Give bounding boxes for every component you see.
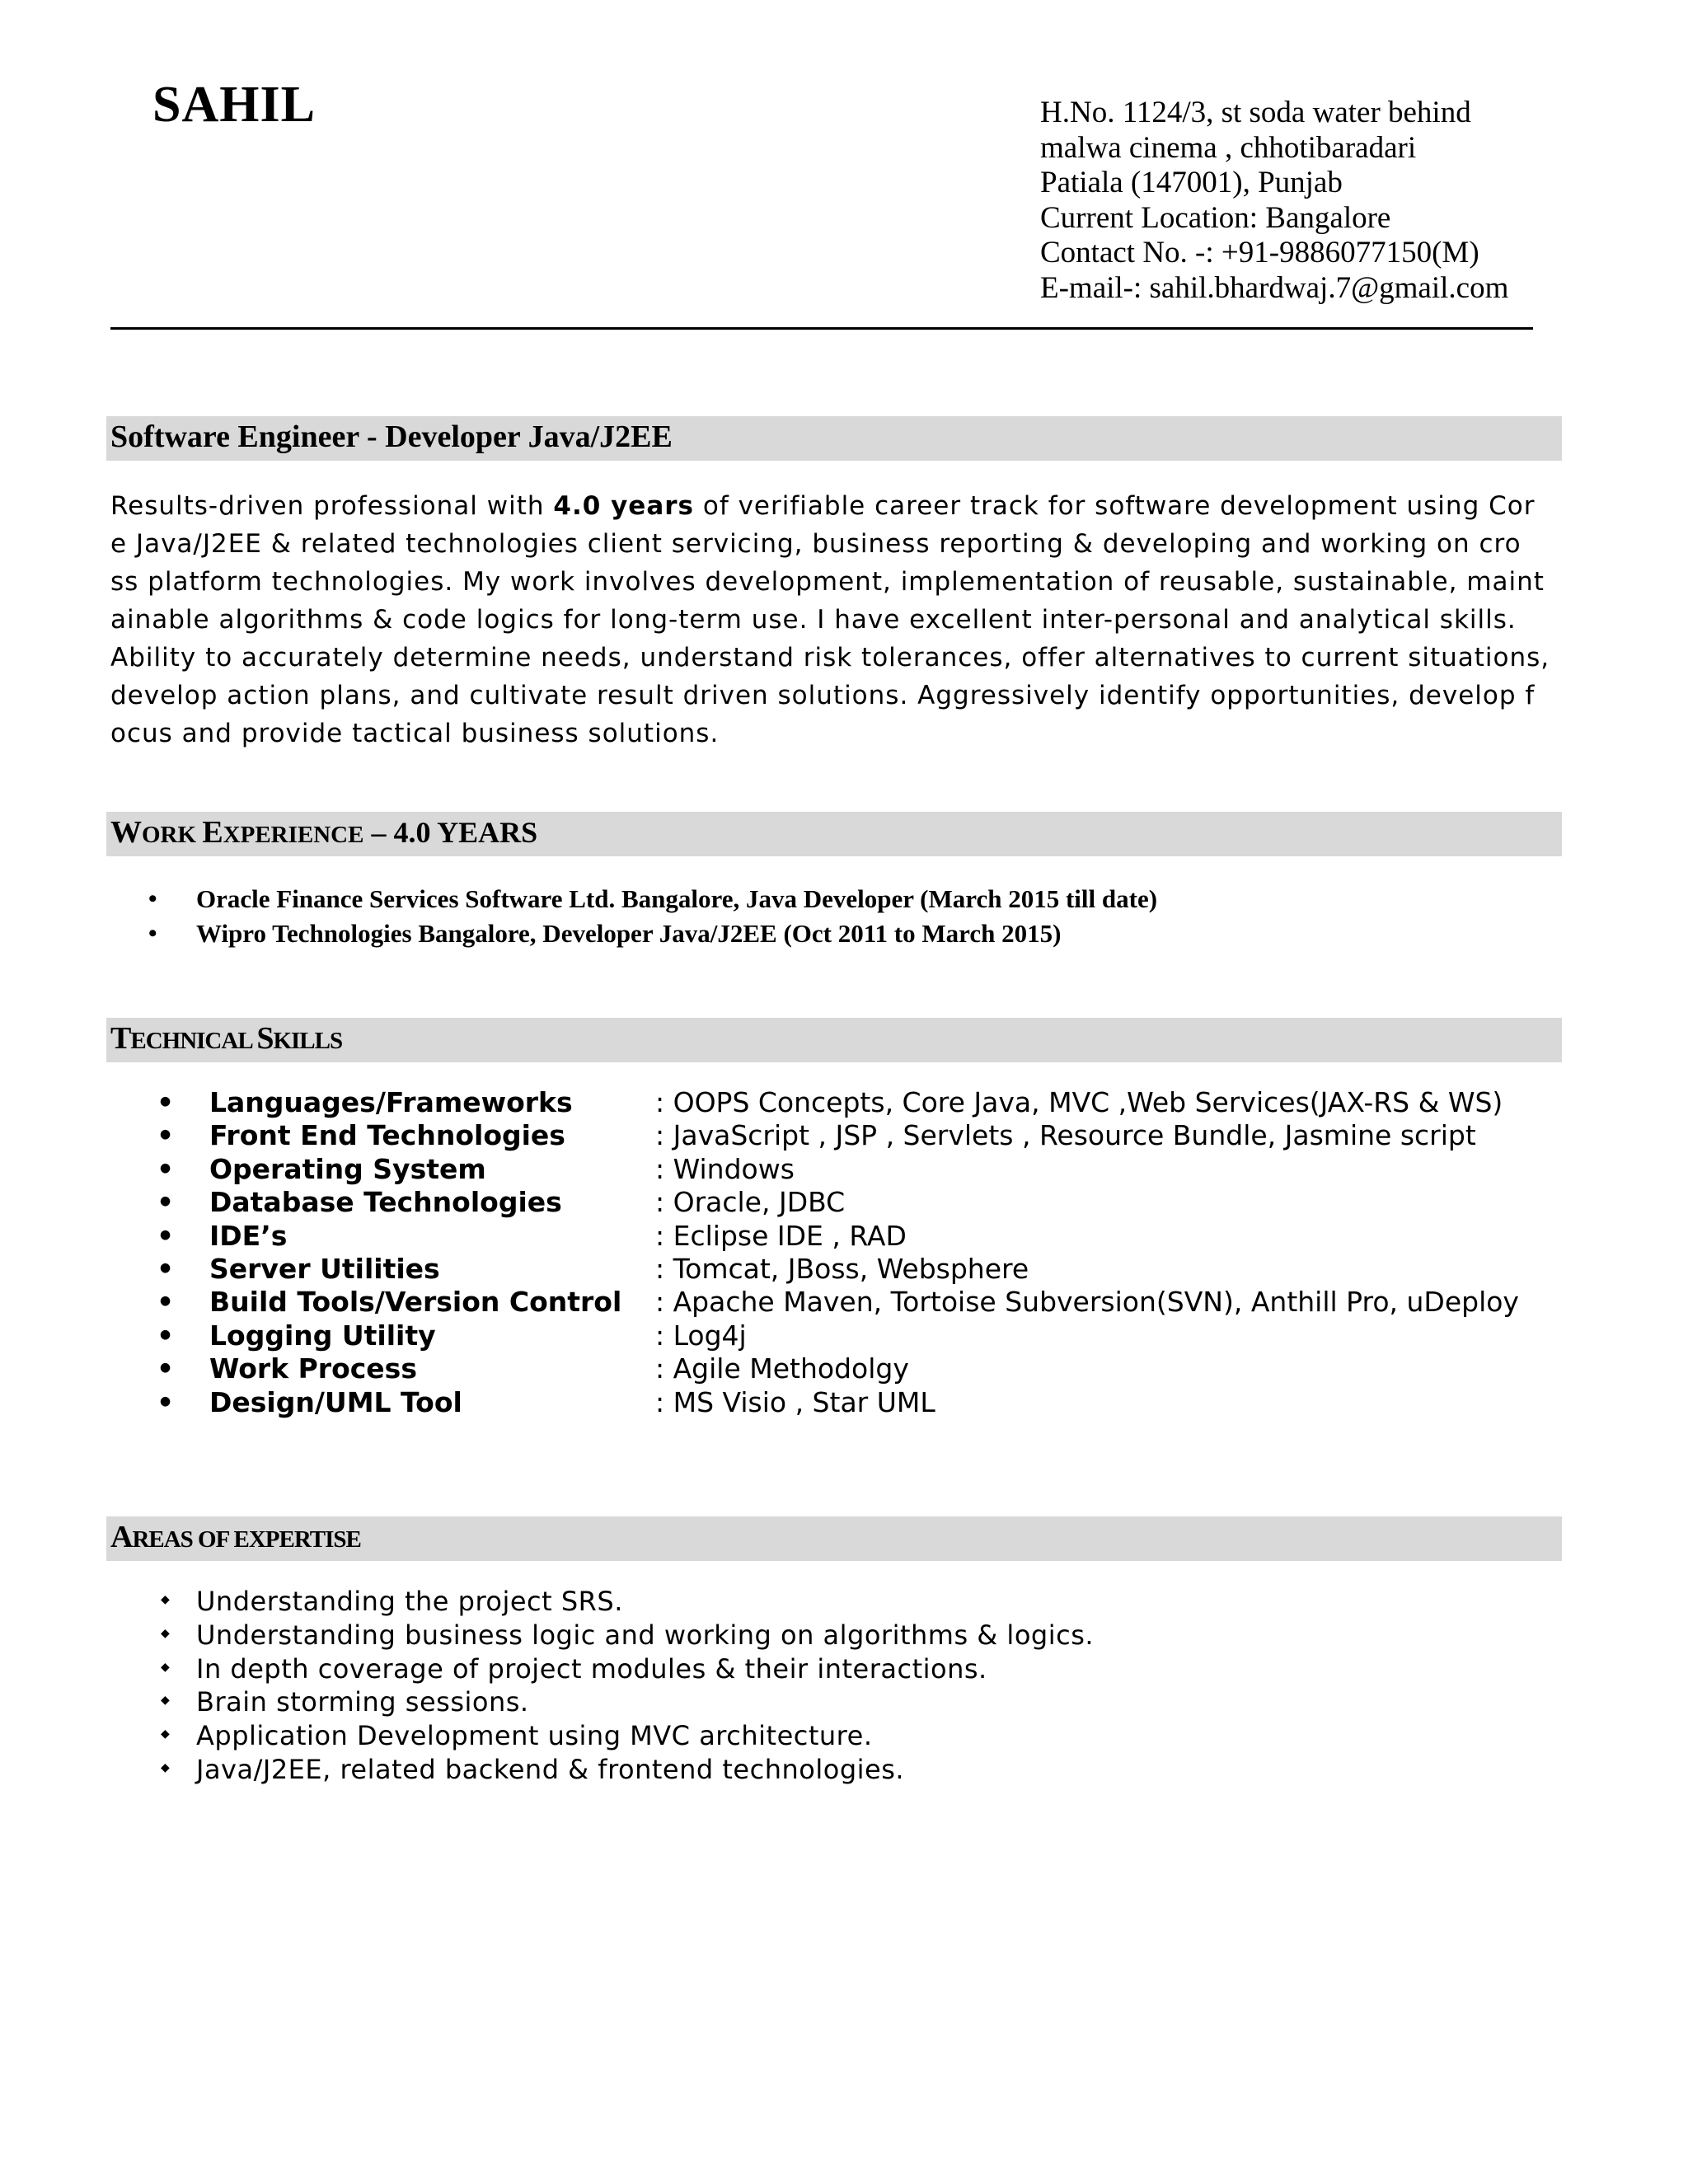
current-location: Current Location: Bangalore [1040, 200, 1391, 235]
address-line: Patiala (147001), Punjab [1040, 166, 1343, 200]
bullet-icon: • [157, 1286, 175, 1319]
candidate-name: SAHIL [152, 77, 316, 133]
summary-line [110, 487, 1561, 525]
bullet-icon: • [157, 1319, 175, 1352]
bullet-icon: • [157, 1152, 175, 1185]
skill-values: : OOPS Concepts, Core Java, MVC ,Web Services(JAX-RS & WS) [655, 1086, 1503, 1118]
list-item: • Wipro Technologies Bangalore, Developer Java/J2EE (Oct 2011 to March 2015) [148, 916, 1157, 951]
skill-category: IDE’s [209, 1219, 288, 1252]
section-header-areas-of-expertise [106, 1516, 1562, 1561]
bullet-icon: • [157, 1186, 175, 1219]
list-item: ◆ Understanding business logic and working on algorithms & logics. [161, 1619, 1094, 1653]
skill-category: Operating System [209, 1152, 486, 1185]
areas-of-expertise-title: AREAS OF EXPERTISE [110, 1520, 361, 1554]
areas-of-expertise-list [161, 1586, 1094, 1788]
section-header-work-experience [106, 812, 1562, 856]
bullet-icon: • [157, 1385, 175, 1418]
skill-values: : Eclipse IDE , RAD [655, 1219, 907, 1252]
list-item: ◆ Java/J2EE, related backend & frontend technologies. [161, 1754, 1094, 1788]
header-divider [110, 327, 1533, 330]
contact-number: Contact No. -: +91-9886077150(M) [1040, 236, 1479, 270]
list-item: ◆ In depth coverage of project modules & their interactions. [161, 1653, 1094, 1687]
summary-text: Results-driven professional with [110, 491, 554, 521]
objective-title: Software Engineer - Developer Java/J2EE [110, 419, 673, 454]
skill-category: Languages/Frameworks [209, 1086, 573, 1118]
skill-category: Server Utilities [209, 1252, 440, 1285]
bullet-icon: • [157, 1086, 175, 1118]
skill-category: Design/UML Tool [209, 1385, 462, 1418]
skill-values: : Apache Maven, Tortoise Subversion(SVN), Anthill Pro, uDeploy [655, 1286, 1519, 1319]
skill-category: Database Technologies [209, 1186, 562, 1219]
list-item: ◆ Understanding the project SRS. [161, 1586, 1094, 1619]
skill-values: : Log4j [655, 1319, 747, 1352]
list-item: ◆ Brain storming sessions. [161, 1686, 1094, 1720]
summary-highlight-years: 4.0 years [553, 491, 694, 521]
bullet-icon: • [157, 1219, 175, 1252]
summary-line: Ability to accurately determine needs, understand risk tolerances, offer alternatives to current situations, [110, 643, 1550, 673]
bullet-icon: • [157, 1119, 175, 1152]
skill-values: : Oracle, JDBC [655, 1186, 846, 1219]
contact-address-block [1040, 96, 1508, 307]
section-header-objective [106, 416, 1562, 461]
summary-text: of verifiable career track for software development using Cor [694, 491, 1536, 521]
technical-skills-title: TECHNICAL SKILLS [110, 1021, 343, 1056]
summary-line: develop action plans, and cultivate result driven solutions. Aggressively identify opportunities, develop f [110, 681, 1536, 710]
skill-category: Logging Utility [209, 1319, 436, 1352]
address-line: H.No. 1124/3, st soda water behind [1040, 96, 1471, 129]
work-experience-list [148, 882, 1157, 951]
skill-values: : Windows [655, 1152, 795, 1185]
summary-line: e Java/J2EE & related technologies client servicing, business reporting & developing and working on cro [110, 529, 1522, 559]
skill-values: : Tomcat, JBoss, Websphere [655, 1252, 1029, 1285]
skill-values: : MS Visio , Star UML [655, 1385, 935, 1418]
professional-summary [110, 487, 1561, 752]
bullet-icon: • [157, 1252, 175, 1285]
section-header-technical-skills [106, 1018, 1562, 1062]
address-line: malwa cinema , chhotibaradari [1040, 130, 1417, 165]
bullet-icon: • [157, 1352, 175, 1385]
summary-line: ss platform technologies. My work involves development, implementation of reusable, sustainable, maint [110, 567, 1545, 597]
skill-values: : JavaScript , JSP , Servlets , Resource Bundle, Jasmine script [655, 1119, 1476, 1152]
skill-category: Work Process [209, 1352, 417, 1385]
email-address: E-mail-: sahil.bhardwaj.7@gmail.com [1040, 270, 1509, 305]
skill-values: : Agile Methodolgy [655, 1352, 909, 1385]
summary-line: ocus and provide tactical business solutions. [110, 719, 720, 748]
summary-line: ainable algorithms & code logics for long-term use. I have excellent inter-personal and analytical skills. [110, 605, 1517, 635]
list-item: ◆ Application Development using MVC architecture. [161, 1720, 1094, 1754]
skill-category: Front End Technologies [209, 1119, 565, 1152]
work-experience-title: WORK EXPERIENCE – 4.0 YEARS [110, 815, 538, 850]
list-item: • Oracle Finance Services Software Ltd. Bangalore, Java Developer (March 2015 till date) [148, 882, 1157, 916]
skill-category: Build Tools/Version Control [209, 1286, 622, 1319]
